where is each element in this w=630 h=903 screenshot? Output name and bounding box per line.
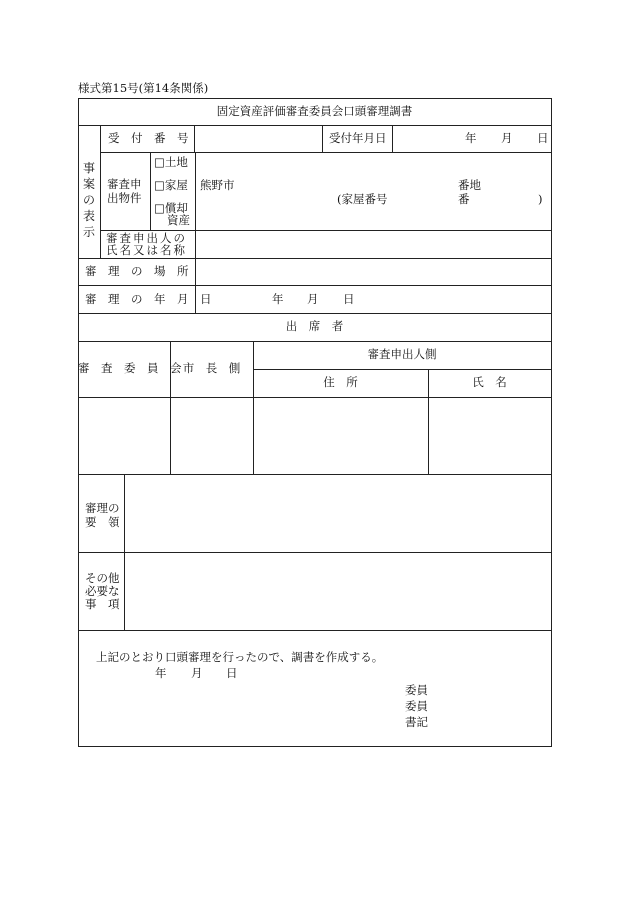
reception-date-day: 日 (537, 131, 549, 145)
applicant-label-line1: 審査申出人の (106, 231, 187, 245)
reception-date-month: 月 (501, 131, 513, 145)
reception-number-label: 受 付 番 号 (108, 131, 189, 145)
venue-label: 審 理 の 場 所 (85, 264, 189, 278)
property-label-line1: 審査申 (107, 177, 142, 191)
hearing-date-label: 審 理 の 年 月 日 (85, 292, 212, 306)
member-2-label: 委員 (405, 699, 428, 713)
attendees-label: 出 席 者 (285, 319, 344, 333)
option-house-checkbox[interactable]: □家屋 (154, 178, 188, 192)
lot-number-label: 番地 (458, 178, 481, 192)
venue-field[interactable] (197, 262, 549, 282)
other-label-line3: 事 項 (85, 597, 120, 611)
case-label: 事案の表示 (82, 161, 95, 239)
form-title: 固定資産評価審査委員会口頭審理調書 (216, 104, 413, 118)
clerk-label: 書記 (405, 715, 428, 729)
summary-field[interactable] (126, 477, 549, 550)
option-land-checkbox[interactable]: □土地 (154, 155, 188, 169)
reception-date-year: 年 (465, 131, 477, 145)
house-number-close: ) (538, 192, 543, 206)
applicant-name-field[interactable] (197, 233, 549, 256)
address-header: 住 所 (323, 375, 358, 389)
house-number-open: (家屋番号 (337, 192, 388, 206)
applicant-side-header: 審査申出人側 (367, 347, 437, 361)
house-number-label: 番 (458, 192, 470, 206)
hearing-date-day: 日 (343, 292, 355, 306)
committee-header: 審 査 委 員 会 (78, 361, 182, 375)
reception-number-field[interactable] (196, 133, 322, 147)
hearing-date-year: 年 (272, 292, 284, 306)
footer-date-month: 月 (191, 666, 203, 680)
summary-label-line2: 要 領 (85, 515, 120, 529)
name-header: 氏 名 (472, 375, 507, 389)
footer-date-year: 年 (155, 666, 167, 680)
mayor-side-header: 市 長 側 (182, 361, 241, 375)
city-name: 熊野市 (200, 178, 235, 192)
hearing-date-month: 月 (307, 292, 319, 306)
other-field[interactable] (126, 555, 549, 628)
option-depreciable-checkbox[interactable]: □償却 (154, 201, 188, 215)
form-number-label: 様式第15号(第14条関係) (78, 81, 209, 95)
other-label-line1: その他 (85, 571, 120, 585)
option-depreciable-line2: 資産 (167, 213, 190, 227)
member-1-label: 委員 (405, 683, 428, 697)
property-label-line2: 出物件 (107, 191, 142, 205)
other-label-line2: 必要な (85, 584, 120, 598)
applicant-label-line2: 氏名又は名称 (106, 243, 187, 257)
footer-date-day: 日 (226, 666, 238, 680)
reception-date-label: 受付年月日 (329, 131, 387, 145)
summary-label-line1: 審理の (85, 501, 120, 515)
footer-statement: 上記のとおり口頭審理を行ったので、調書を作成する。 (96, 650, 384, 664)
